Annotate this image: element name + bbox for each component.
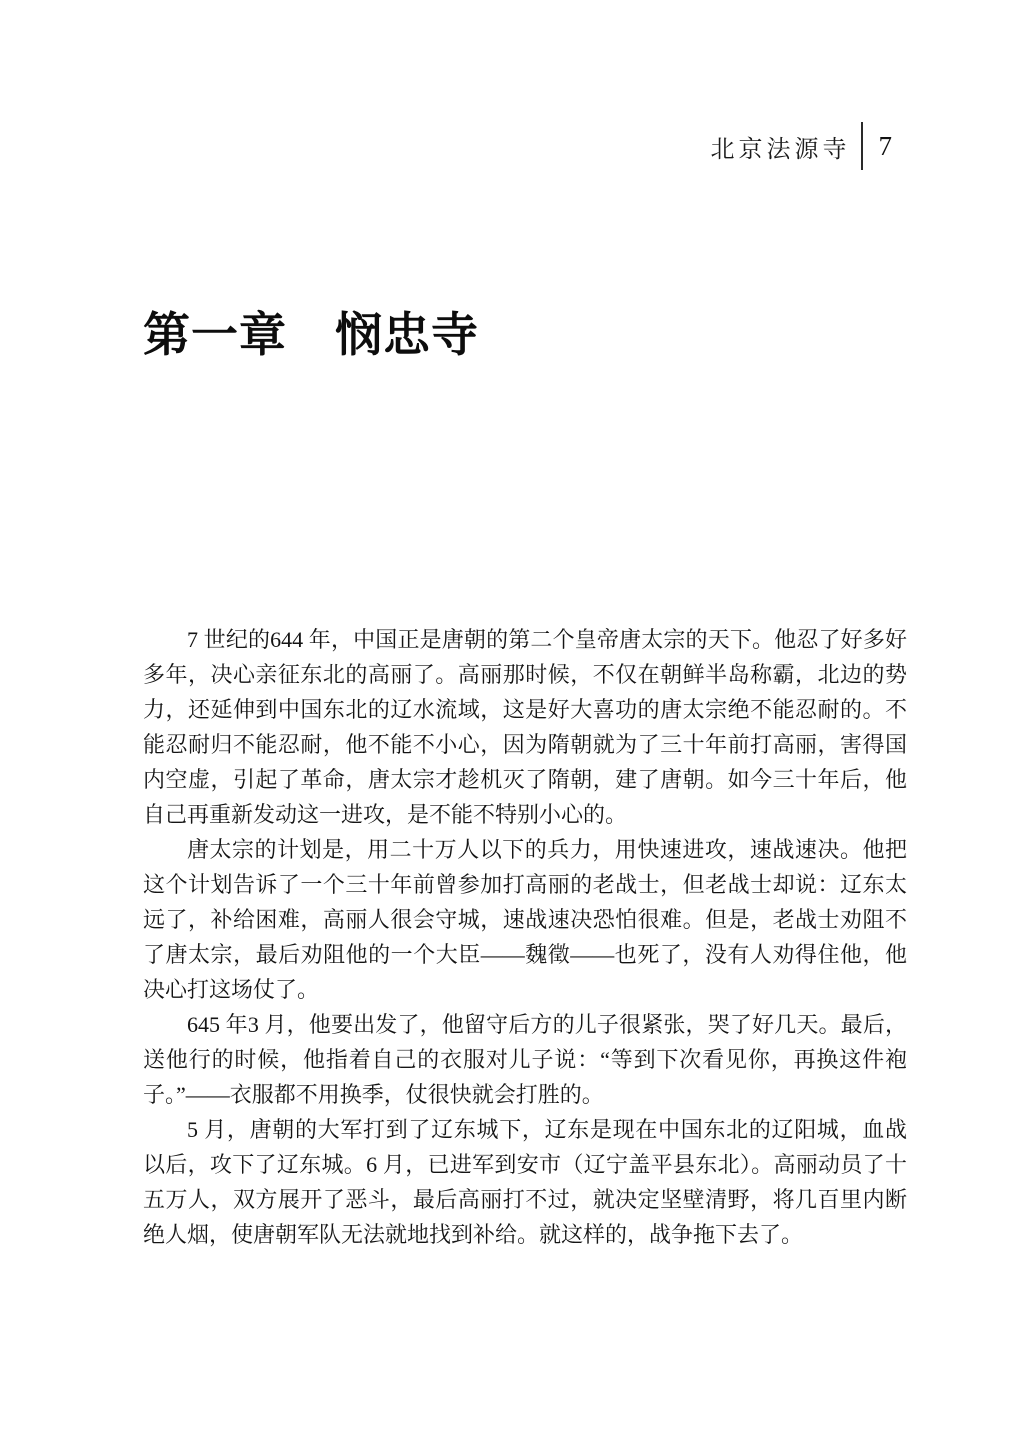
running-head-divider [861, 122, 863, 170]
running-head [711, 122, 893, 170]
body-text [143, 622, 907, 1252]
running-head-book-title: 北京法源寺 [710, 136, 851, 163]
chapter-title: 第一章 悯忠寺 [143, 308, 479, 361]
paragraph-2: 唐太宗的计划是，用二十万人以下的兵力，用快速进攻，速战速决。他把这个计划告诉了一个三十年前曾参加打高丽的老战士，但老战士却说：辽东太远了，补给困难，高丽人很会守城，速战速决恐怕很难。但是，老战士劝阻不了唐太宗，最后劝阻他的一个大臣——魏徵——也死了，没有人劝得住他，他决心打这场仗了。 [143, 837, 907, 1002]
paragraph-1: 7 世纪的644 年，中国正是唐朝的第二个皇帝唐太宗的天下。他忍了好多好多年，决心亲征东北的高丽了。高丽那时候，不仅在朝鲜半岛称霸，北边的势力，还延伸到中国东北的辽水流域，这是好大喜功的唐太宗绝不能忍耐的。不能忍耐归不能忍耐，他不能不小心，因为隋朝就为了三十年前打高丽，害得国内空虚，引起了革命，唐太宗才趁机灭了隋朝，建了唐朝。如今三十年后，他自己再重新发动这一进攻，是不能不特别小心的。 [143, 627, 907, 827]
paragraph-3: 645 年3 月，他要出发了，他留守后方的儿子很紧张，哭了好几天。最后，送他行的时候，他指着自己的衣服对儿子说：“等到下次看见你，再换这件袍子。”——衣服都不用换季，仗很快就会打胜的。 [143, 1012, 907, 1107]
paragraph-4: 5 月，唐朝的大军打到了辽东城下，辽东是现在中国东北的辽阳城，血战以后，攻下了辽东城。6 月，已进军到安市（辽宁盖平县东北）。高丽动员了十五万人，双方展开了恶斗，最后高丽打不过，就决定坚壁清野，将几百里内断绝人烟，使唐朝军队无法就地找到补给。就这样的，战争拖下去了。 [143, 1117, 907, 1247]
page-number: 7 [878, 130, 892, 161]
